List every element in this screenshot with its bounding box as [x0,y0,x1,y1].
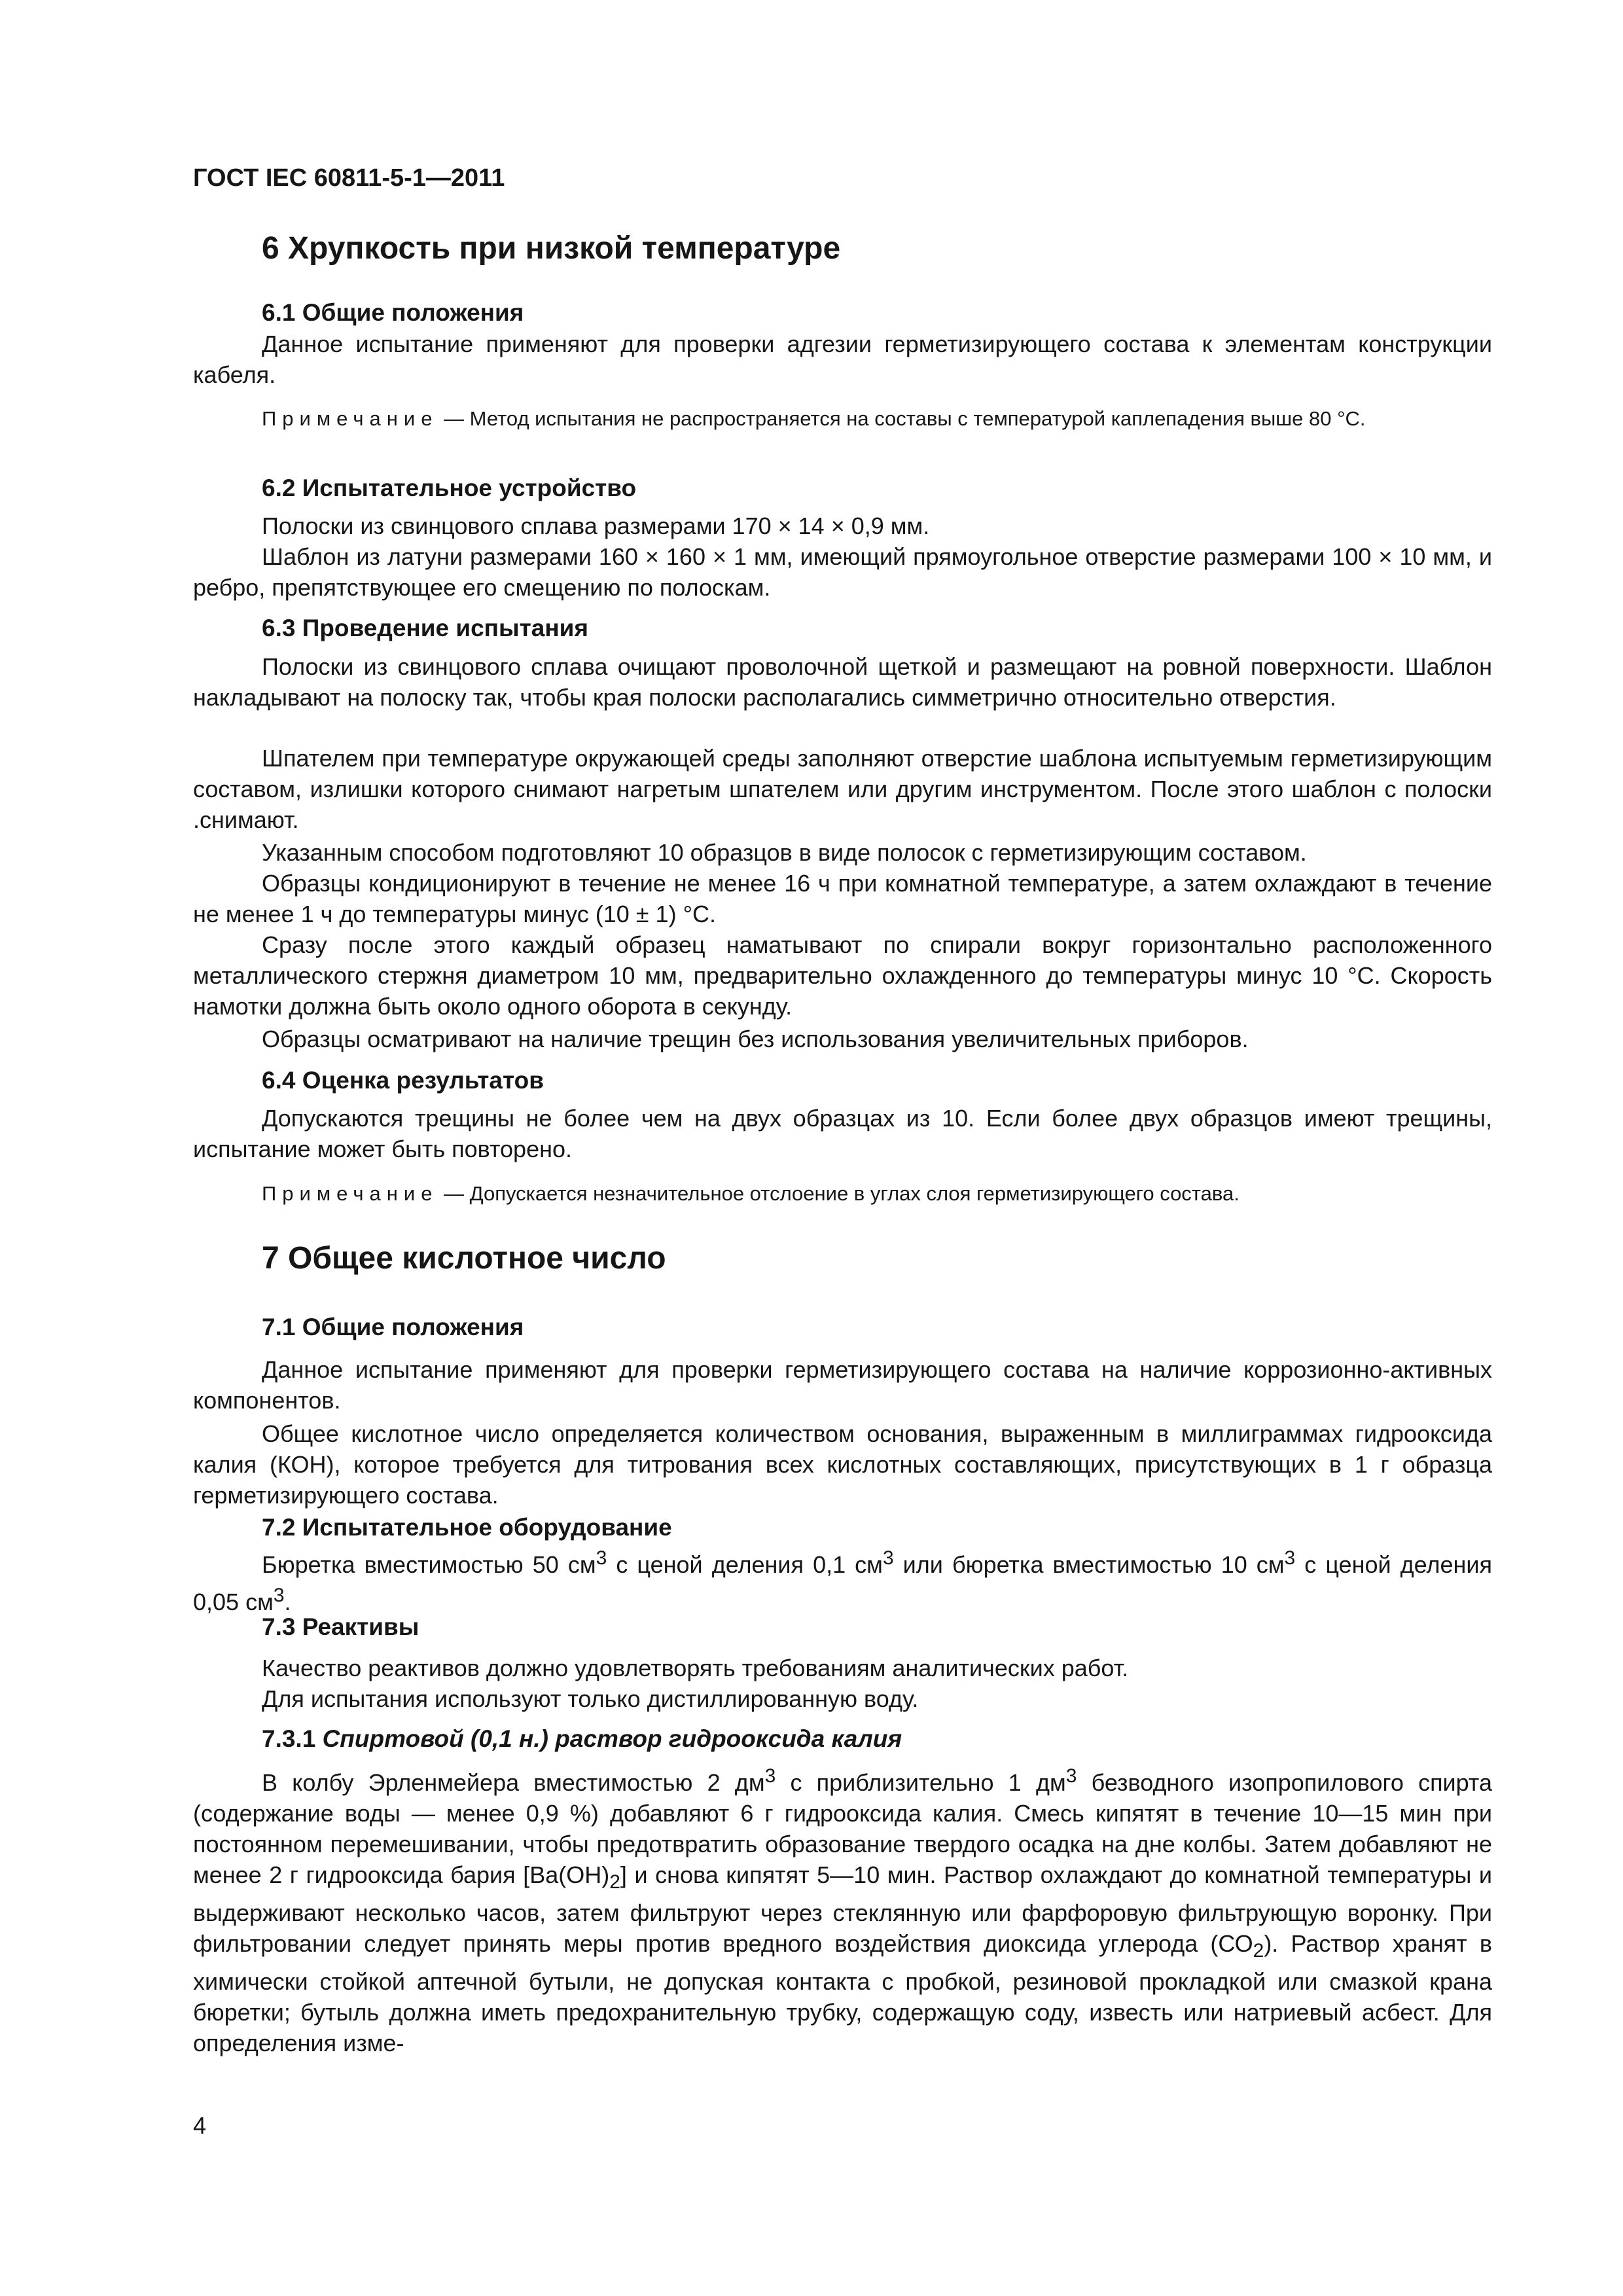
paragraph-6-4-1: Допускаются трещины не более чем на двух образцах из 10. Если более двух образцов имеют трещины, испытание может быть повторено. [193,1105,1492,1162]
paragraph-7-1-1: Данное испытание применяют для проверки герметизирующего состава на наличие коррозионно-активных компонентов. [193,1356,1492,1414]
superscript: 3 [273,1585,285,1606]
text-segment: ). Раствор хранят в химически стойкой аптечной бутыли, не допуская контакта с пробкой, резиновой прокладкой или смазкой крана бюретки; бутыль должна иметь предохранительную трубку, содержащую соду, известь или натриевый асбест. Для определения изме- [193,1930,1492,2057]
text-segment: с ценой деления 0,1 см [607,1551,883,1578]
subscript: 2 [1253,1940,1264,1962]
subsection-title-text: Спиртовой (0,1 н.) раствор гидроокcида калия [322,1725,902,1752]
paragraph-7-3-1-1 [193,1761,1492,2058]
paragraph-6-3-6: Образцы осматривают на наличие трещин без использования увеличительных приборов. [262,1026,1249,1052]
superscript: 3 [882,1547,894,1569]
superscript: 3 [764,1765,776,1787]
superscript: 3 [596,1547,607,1569]
text-segment: . [284,1588,291,1615]
subsection-6-1-title: 6.1 Общие положения [262,299,524,326]
section-7-title: 7 Общее кислотное число [262,1241,666,1276]
text-segment: безводного изопропилового спирта (содержание воды — менее 0,9 %) добавляют 6 г гидроокcида калия. Смесь кипятят в течение 10—15 мин при постоянном перемешивании, чтобы предотвратить образование твердого осадка на дне колбы. Затем добавляют не менее 2 г гидроокcида бария [Ba(OH) [193,1769,1493,1888]
superscript: 3 [1065,1765,1077,1787]
subscript: 2 [609,1871,620,1893]
text-segment: ] и снова кипятят 5—10 мин. Раствор охлаждают до комнатной температуры и выдерживают несколько часов, затем фильтруют через стеклянную или фарфоровую фильтрующую воронку. При фильтровании следует принять меры против вредного воздействия диоксида углерода (СО [193,1861,1492,1958]
paragraph-7-3-1: Качество реактивов должно удовлетворять требованиям аналитических работ. [262,1655,1129,1681]
text-segment: с ценой деления 0,05 см [193,1551,1492,1615]
text-segment: или бюретка вместимостью 10 см [893,1551,1285,1578]
paragraph-6-3-2: Шпателем при температуре окружающей среды заполняют отверстие шаблона испытуемым герметизирующим составом, излишки которого снимают нагретым шпателем или другим инструментом. После этого шаблон с полоски .снимают. [193,745,1492,833]
note-6-1 [193,403,1492,434]
note-6-4 [193,1178,1492,1209]
paragraph-6-2-1: Полоски из свинцового сплава размерами 170 × 14 × 0,9 мм. [262,512,930,539]
note-label: Примечание [262,1182,438,1205]
paragraph-6-1-1: Данное испытание применяют для проверки адгезии герметизирующего состава к элементам конструкции кабеля. [193,331,1492,388]
paragraph-6-3-1: Полоски из свинцового сплава очищают проволочной щеткой и размещают на ровной поверхности. Шаблон накладывают на полоску так, чтобы края полоски располагались симметрично относительно отверстия. [193,653,1492,711]
subsection-6-2-title: 6.2 Испытательное устройство [262,475,637,501]
paragraph-6-3-5: Сразу после этого каждый образец наматывают по спирали вокруг горизонтально расположенного металлического стержня диаметром 10 мм, предварительно охлажденного до температуры минус 10 °С. Скорость намотки должна быть около одного оборота в секунду. [193,931,1492,1020]
paragraph-7-3-2: Для испытания используют только дистиллированную воду. [262,1685,919,1712]
paragraph-6-2-2: Шаблон из латуни размерами 160 × 160 × 1 мм, имеющий прямоугольное отверстие размерами 100 × 10 мм, и ребро, препятствующее его смещению по полоскам. [193,543,1492,601]
paragraph-6-3-4: Образцы кондиционируют в течение не менее 16 ч при комнатной температуре, а затем охлаждают в течение не менее 1 ч до температуры минус (10 ± 1) °С. [193,870,1492,927]
superscript: 3 [1284,1547,1296,1569]
note-text: — Допускается незначительное отслоение в углах слоя герметизирующего состава. [438,1182,1240,1205]
section-6-title: 6 Хрупкость при низкой температуре [262,231,841,266]
subsection-6-3-title: 6.3 Проведение испытания [262,615,589,641]
text-segment: с приблизительно 1 дм [776,1769,1066,1796]
subsection-7-2-title: 7.2 Испытательное оборудование [262,1514,672,1541]
subsection-6-4-title: 6.4 Оценка результатов [262,1067,544,1094]
subsection-number: 7.3.1 [262,1725,323,1752]
standard-id: ГОСТ IEC 60811-5-1—2011 [193,164,505,192]
text-segment: Бюретка вместимостью 50 см [262,1551,596,1578]
subsection-7-3-1-title [262,1723,902,1754]
subsection-7-3-title: 7.3 Реактивы [262,1613,419,1640]
page-number: 4 [193,2112,207,2139]
subsection-7-1-title: 7.1 Общие положения [262,1314,524,1340]
note-label: Примечание [262,407,438,430]
text-segment: В колбу Эрленмейера вместимостью 2 дм [262,1769,765,1796]
note-text: — Метод испытания не распространяется на составы с температурой каплепадения выше 80 °С. [438,407,1366,430]
paragraph-7-2-1 [193,1543,1492,1617]
paragraph-7-1-2: Общее кислотное число определяется количеством основания, выраженным в миллиграммах гидроокcида калия (КОН), которое требуется для титрования всех кислотных составляющих, присутствующих в 1 г образца герметизирующего состава. [193,1420,1492,1509]
paragraph-6-3-3: Указанным способом подготовляют 10 образцов в виде полосок с герметизирующим составом. [262,839,1307,866]
